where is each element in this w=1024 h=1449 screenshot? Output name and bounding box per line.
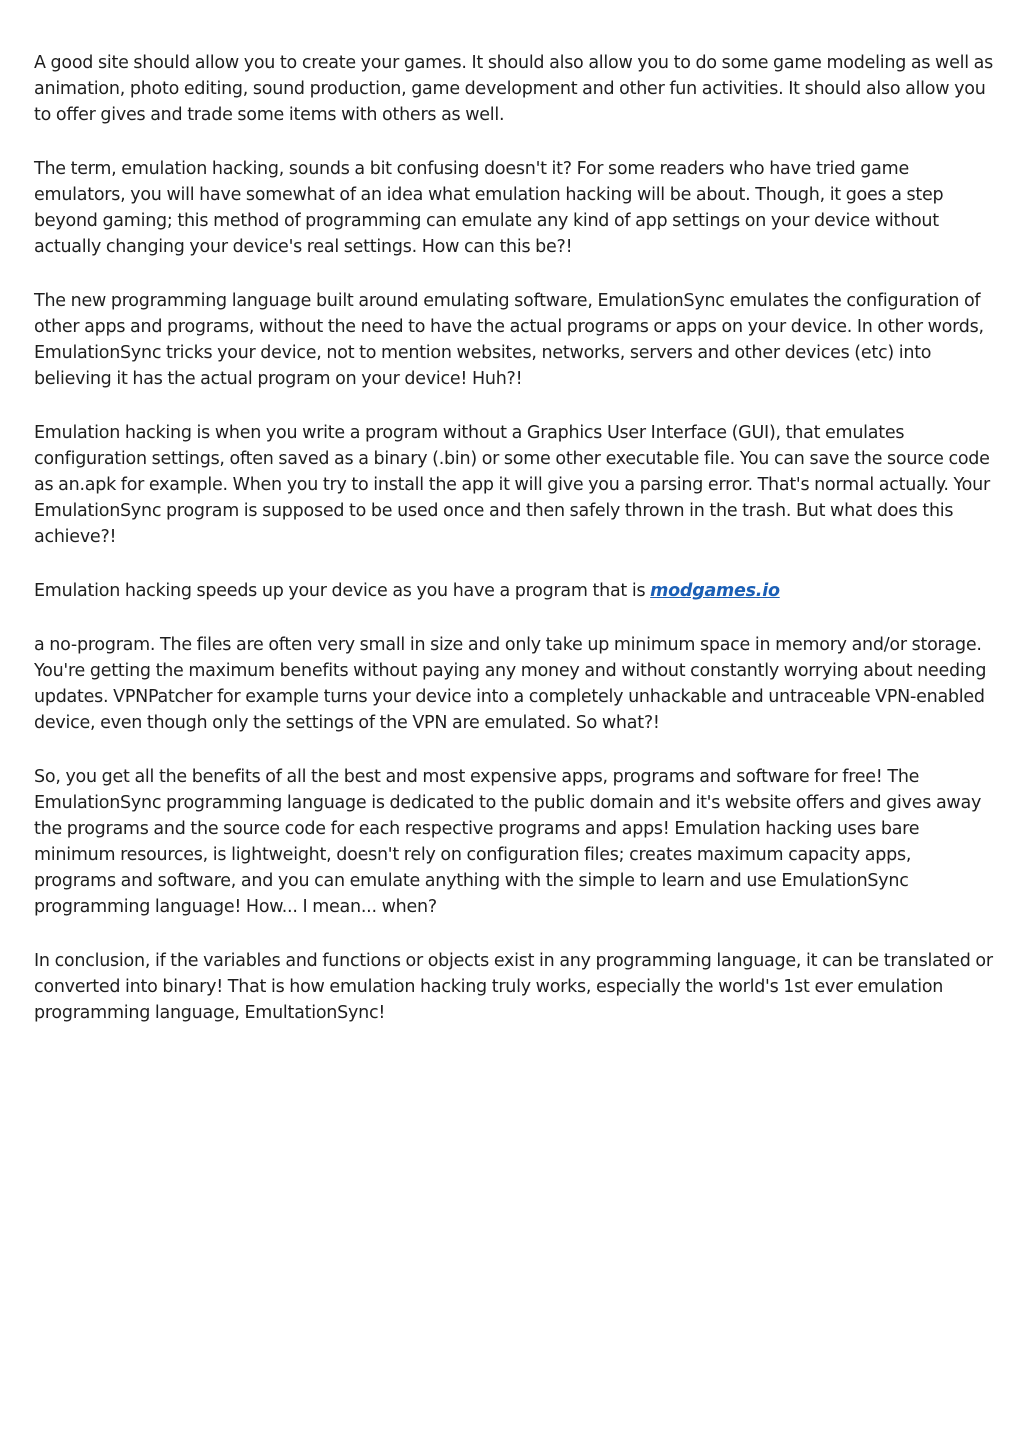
paragraph-conclusion: In conclusion, if the variables and functions or objects exist in any programming language, it can be translated or converted into binary! That is how emulation hacking truly works, especially the world's 1st ever emulation programming language, EmultationSync! xyxy=(34,951,993,1023)
paragraph-emulation-definition: Emulation hacking is when you write a program without a Graphics User Interface (GUI), that emulates configuration settings, often saved as a binary (.bin) or some other executable file. You can save the source code as an.apk for example. When you try to install the app it will give you a parsing error. That's normal actually. Your EmulationSync program is supposed to be used once and then safely thrown in the trash. But what does this achieve?! xyxy=(34,423,990,547)
paragraph-speeds-up xyxy=(34,578,996,604)
modgames-link[interactable]: modgames.io xyxy=(650,581,780,601)
paragraph-benefits: So, you get all the benefits of all the best and most expensive apps, programs and software for free! The EmulationSync programming language is dedicated to the public domain and it's website offers and gives away the programs and the source code for each respective programs and apps! Emulation hacking uses bare minimum resources, is lightweight, doesn't rely on configuration files; creates maximum capacity apps, programs and software, and you can emulate anything with the simple to learn and use EmulationSync programming language! How... I mean... when? xyxy=(34,767,982,917)
paragraph-new-language: The new programming language built around emulating software, EmulationSync emulates the configuration of other apps and programs, without the need to have the actual programs or apps on your device. In other words, EmulationSync tricks your device, not to mention websites, networks, servers and other devices (etc) into believing it has the actual program on your device! Huh?! xyxy=(34,291,984,389)
paragraph-good-site: A good site should allow you to create your games. It should also allow you to do some game modeling as well as animation, photo editing, sound production, game development and other fun activities. It should also allow you to offer gives and trade some items with others as well. xyxy=(34,53,993,125)
document-page xyxy=(34,50,996,1054)
paragraph-no-program: a no-program. The files are often very small in size and only take up minimum space in memory and/or storage. You're getting the maximum benefits without paying any money and without constantly worrying about needing updates. VPNPatcher for example turns your device into a completely unhackable and untraceable VPN-enabled device, even though only the settings of the VPN are emulated. So what?! xyxy=(34,635,987,733)
speeds-up-text: Emulation hacking speeds up your device as you have a program that is xyxy=(34,581,651,601)
paragraph-emulation-term: The term, emulation hacking, sounds a bit confusing doesn't it? For some readers who have tried game emulators, you will have somewhat of an idea what emulation hacking will be about. Though, it goes a step beyond gaming; this method of programming can emulate any kind of app settings on your device without actually changing your device's real settings. How can this be?! xyxy=(34,159,944,257)
